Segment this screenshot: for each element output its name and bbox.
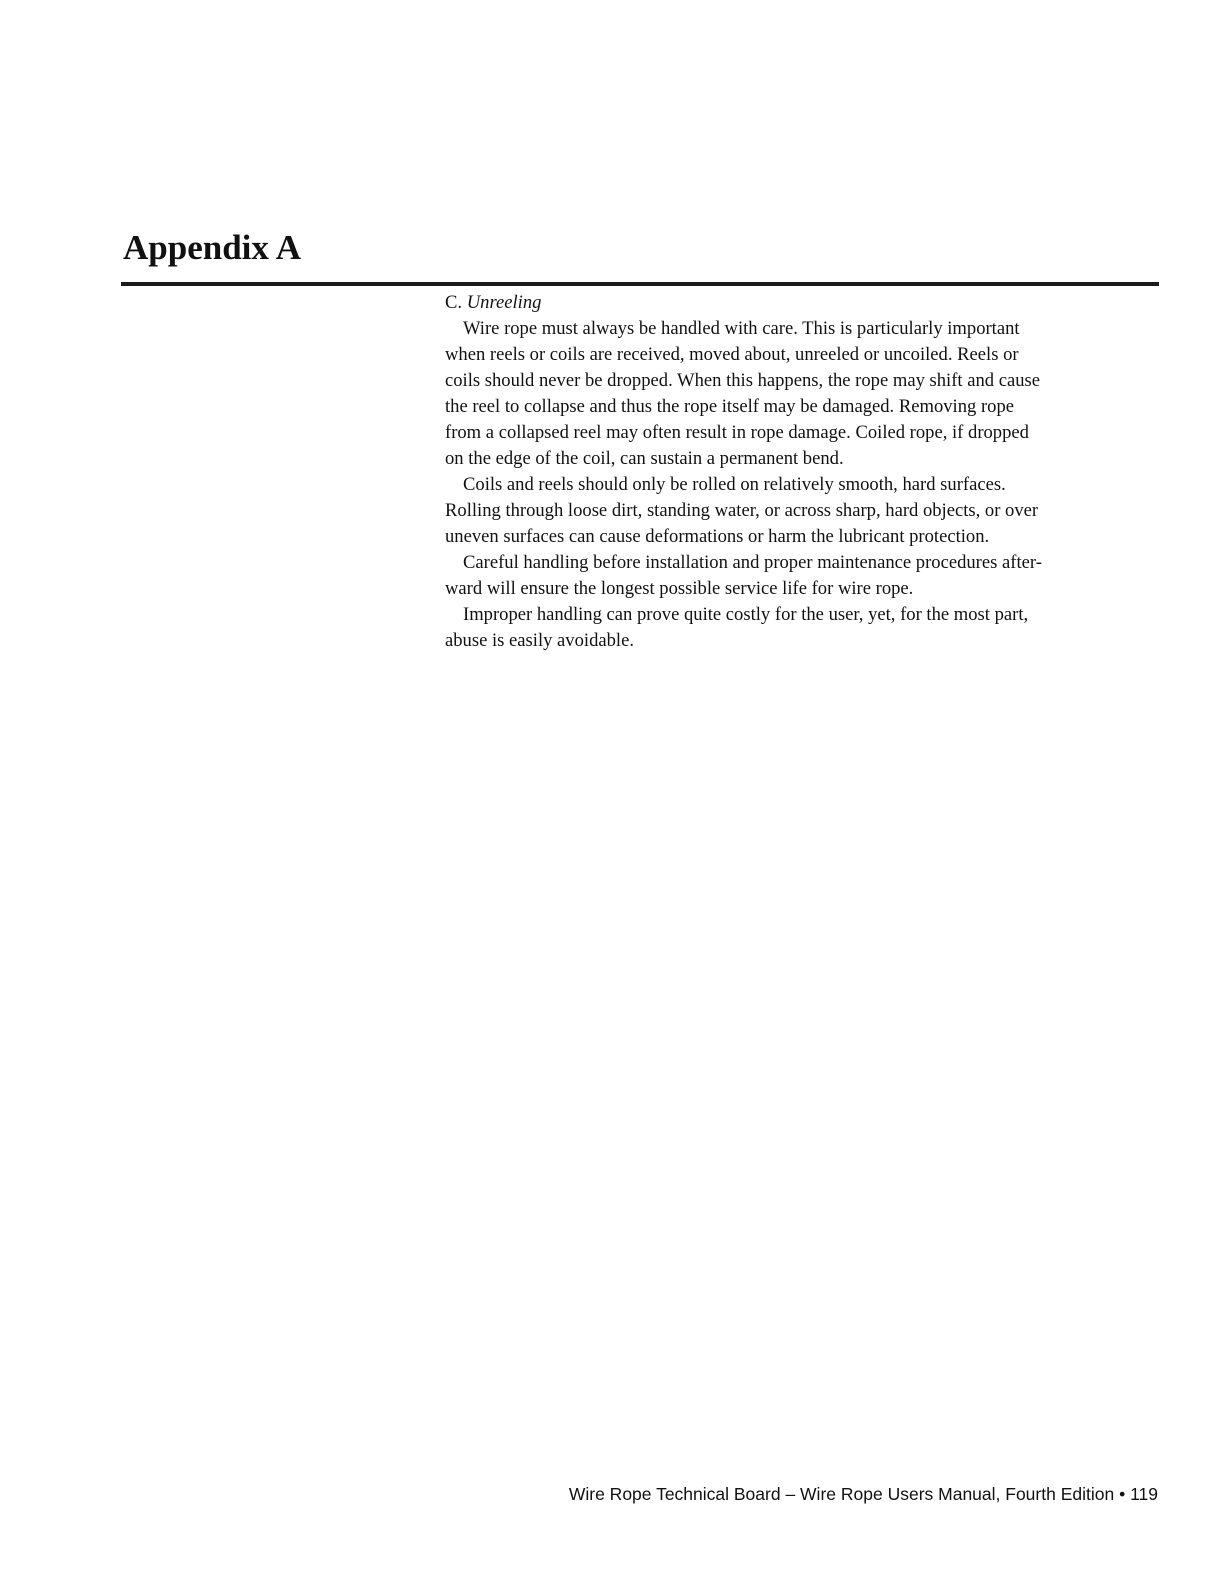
paragraph-line: ward will ensure the longest possible service life for wire rope. [445,578,914,599]
paragraph-line: uneven surfaces can cause deformations or harm the lubricant protection. [445,526,990,547]
section-number: C. [445,292,463,313]
chapter-rule [121,282,1159,286]
page-footer [569,1483,1158,1505]
paragraph-line: Improper handling can prove quite costly for the user, yet, for the most part, [463,604,1029,625]
paragraph-line: on the edge of the coil, can sustain a permanent bend. [445,448,844,469]
section-heading [445,290,1147,316]
paragraph [445,550,1147,602]
footer-separator: • [1119,1484,1126,1504]
chapter-title: Appendix A [123,228,301,267]
paragraph-line: from a collapsed reel may often result in rope damage. Coiled rope, if dropped [445,422,1029,443]
paragraph-line: Wire rope must always be handled with care. This is particularly important [463,318,1020,339]
paragraph-line: Careful handling before installation and proper maintenance procedures after- [463,552,1042,573]
paragraph-line: coils should never be dropped. When this happens, the rope may shift and cause [445,370,1041,391]
paragraph [445,472,1147,550]
paragraph [445,602,1147,654]
section-content [445,290,1147,654]
paragraph-line: abuse is easily avoidable. [445,630,634,651]
paragraph-line: when reels or coils are received, moved about, unreeled or uncoiled. Reels or [445,344,1019,365]
footer-text: Wire Rope Technical Board – Wire Rope Users Manual, Fourth Edition [568,1484,1115,1504]
paragraph-line: the reel to collapse and thus the rope itself may be damaged. Removing rope [445,396,1014,417]
page-number: 119 [1130,1484,1158,1504]
paragraph [445,316,1147,472]
section-title: Unreeling [466,292,542,313]
paragraph-line: Coils and reels should only be rolled on relatively smooth, hard surfaces. [463,474,1006,495]
paragraph-line: Rolling through loose dirt, standing water, or across sharp, hard objects, or over [445,500,1039,521]
